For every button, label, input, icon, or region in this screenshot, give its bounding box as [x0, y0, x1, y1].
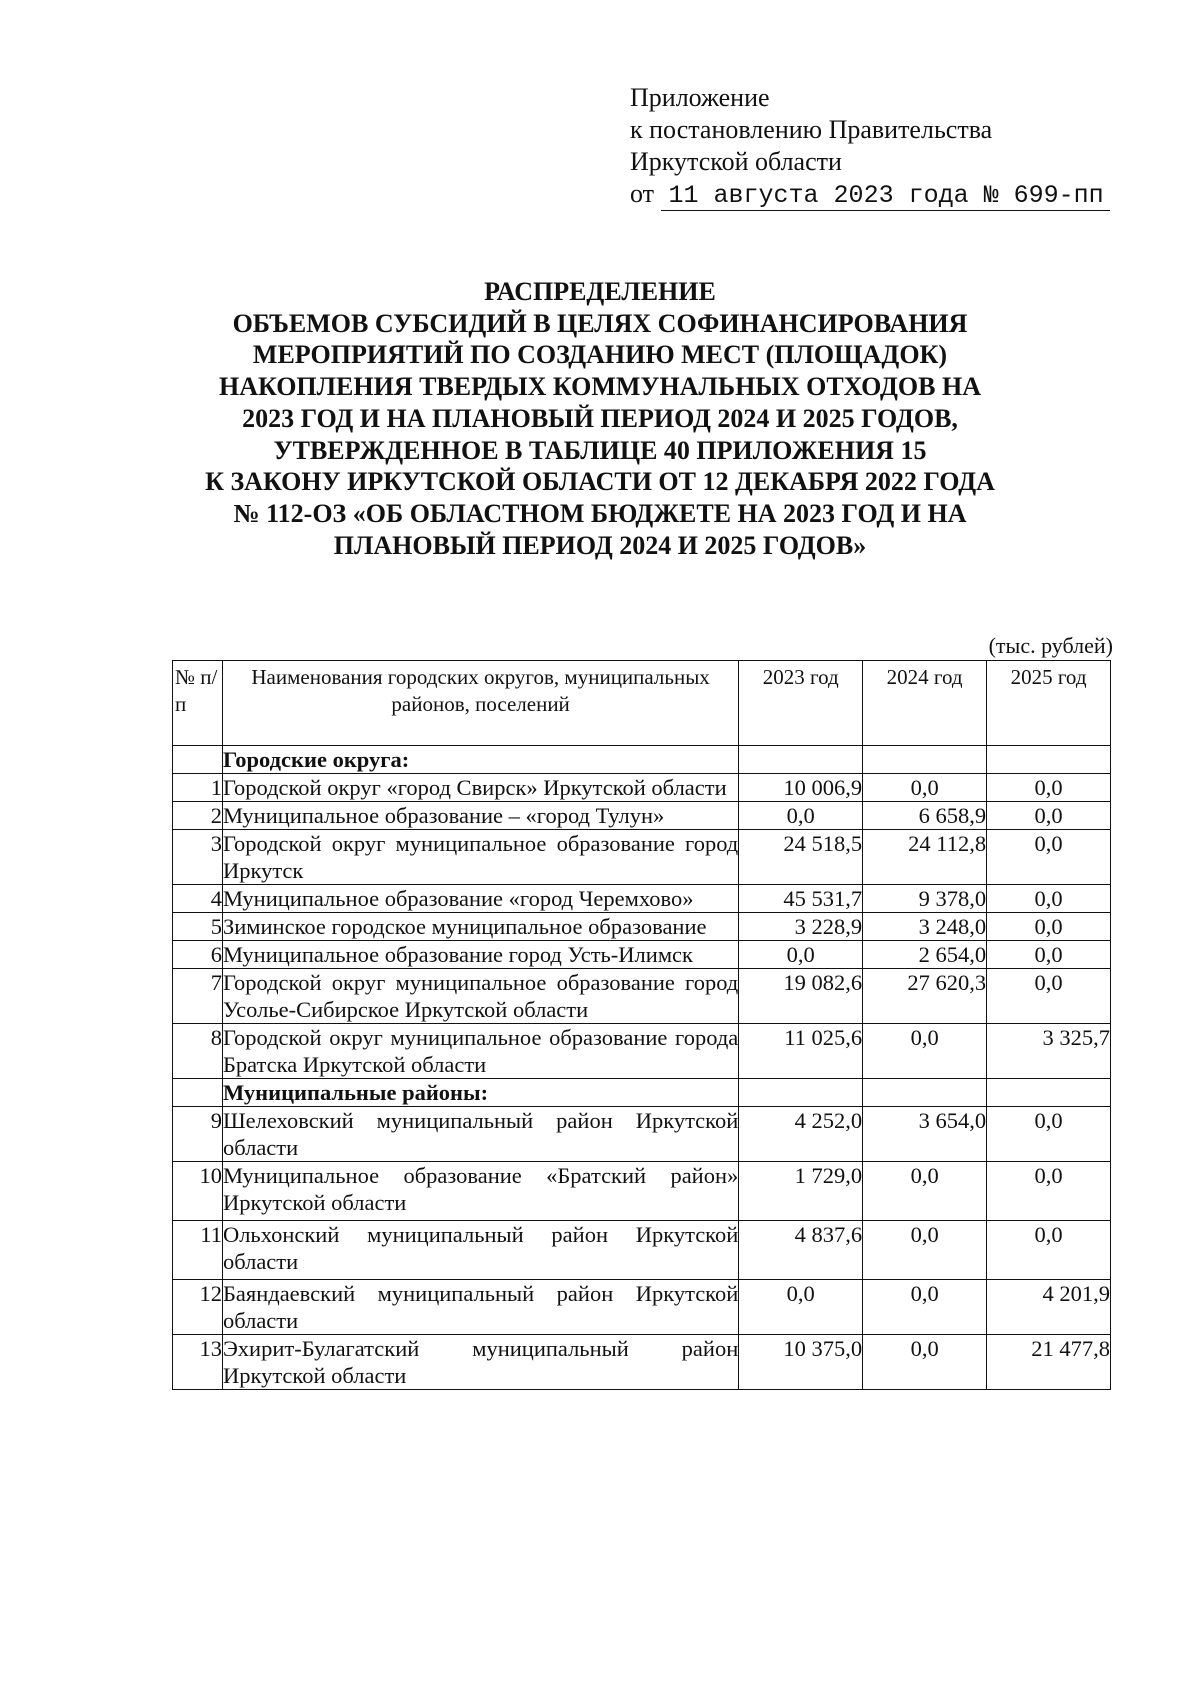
row-value-2025: 0,0: [987, 969, 1111, 1024]
header-2025: 2025 год: [987, 661, 1111, 746]
section-row: [173, 746, 1111, 774]
row-value-2023: 4 252,0: [739, 1107, 863, 1162]
row-value-2025: 3 325,7: [987, 1024, 1111, 1079]
row-name: Муниципальное образование город Усть-Илимск: [222, 941, 738, 969]
row-value-2024: 6 658,9: [863, 802, 987, 830]
appendix-line-4: [630, 178, 1110, 211]
row-value-2024: 0,0: [863, 1221, 987, 1280]
appendix-date-prefix: от: [630, 179, 655, 208]
row-value-2023: 45 531,7: [739, 885, 863, 913]
title-line: МЕРОПРИЯТИЙ ПО СОЗДАНИЮ МЕСТ (ПЛОЩАДОК): [252, 340, 948, 370]
row-value-2024: 0,0: [863, 774, 987, 802]
row-name: Муниципальное образование «город Черемхово»: [222, 885, 738, 913]
row-name: Городской округ «город Свирск» Иркутской области: [222, 774, 738, 802]
row-number: 12: [173, 1280, 223, 1335]
row-value-2025: 0,0: [987, 774, 1111, 802]
row-number: 1: [173, 774, 223, 802]
row-name: Городской округ муниципальное образование город Усолье-Сибирское Иркутской области: [222, 970, 739, 1022]
title-line: К ЗАКОНУ ИРКУТСКОЙ ОБЛАСТИ ОТ 12 ДЕКАБРЯ 2022 ГОДА: [205, 467, 995, 497]
row-value-2023: 0,0: [739, 802, 863, 830]
row-value-2024: 27 620,3: [863, 969, 987, 1024]
section-label-city-districts: Городские округа:: [222, 746, 738, 774]
row-name: Баяндаевский муниципальный район Иркутской области: [222, 1281, 739, 1333]
row-value-2023: 0,0: [739, 1280, 863, 1335]
row-value-2023: 0,0: [739, 941, 863, 969]
header-name: Наименования городских округов, муниципальных районов, поселений: [222, 661, 738, 746]
appendix-line-1: Приложение: [630, 83, 770, 112]
subsidy-table: [172, 660, 1111, 1390]
row-value-2024: 2 654,0: [863, 941, 987, 969]
row-value-2024: 3 248,0: [863, 913, 987, 941]
row-name: Городской округ муниципальное образование города Братска Иркутской области: [222, 1025, 739, 1077]
title-line: УТВЕРЖДЕННОЕ В ТАБЛИЦЕ 40 ПРИЛОЖЕНИЯ 15: [273, 435, 927, 465]
row-value-2025: 0,0: [987, 941, 1111, 969]
row-name: Зиминское городское муниципальное образование: [222, 913, 738, 941]
row-value-2023: 1 729,0: [739, 1162, 863, 1221]
row-value-2025: 0,0: [987, 885, 1111, 913]
unit-label: (тыс. рублей): [988, 633, 1113, 658]
section-row: [173, 1079, 1111, 1107]
row-number: 3: [173, 830, 223, 885]
row-value-2025: 0,0: [987, 1162, 1111, 1221]
table-row: [173, 913, 1111, 941]
title-line: 2023 ГОД И НА ПЛАНОВЫЙ ПЕРИОД 2024 И 2025 ГОДОВ,: [242, 403, 958, 433]
appendix-block: [630, 82, 1110, 211]
row-name: Эхирит-Булагатский муниципальный район Иркутской области: [222, 1336, 739, 1388]
row-name: Муниципальное образование «Братский район» Иркутской области: [222, 1162, 738, 1221]
row-value-2025: 4 201,9: [987, 1280, 1111, 1335]
row-name: Ольхонский муниципальный район Иркутской области: [222, 1221, 738, 1280]
row-value-2025: 0,0: [987, 802, 1111, 830]
header-2023: 2023 год: [739, 661, 863, 746]
row-value-2024: 3 654,0: [863, 1107, 987, 1162]
table-body: [173, 746, 1111, 1390]
row-number: 7: [173, 969, 223, 1024]
row-number: 2: [173, 802, 223, 830]
table-header-row: [173, 661, 1111, 746]
row-number: 10: [173, 1162, 223, 1221]
table-row: [173, 774, 1111, 802]
document-title: [150, 276, 1050, 561]
row-number: 9: [173, 1107, 223, 1162]
appendix-line-2: к постановлению Правительства: [630, 115, 993, 144]
row-value-2025: 0,0: [987, 1221, 1111, 1280]
row-number: 11: [173, 1221, 223, 1280]
row-value-2024: 0,0: [863, 1162, 987, 1221]
row-value-2024: 24 112,8: [863, 830, 987, 885]
row-number: 6: [173, 941, 223, 969]
table-row: [173, 1280, 1111, 1335]
row-value-2023: 11 025,6: [739, 1024, 863, 1079]
row-value-2024: 0,0: [863, 1024, 987, 1079]
table-row: [173, 1162, 1111, 1221]
row-value-2023: 19 082,6: [739, 969, 863, 1024]
row-value-2024: 9 378,0: [863, 885, 987, 913]
table-row: [173, 941, 1111, 969]
row-number: 4: [173, 885, 223, 913]
row-number: 8: [173, 1024, 223, 1079]
row-value-2025: 21 477,8: [987, 1335, 1111, 1390]
row-value-2023: 10 006,9: [739, 774, 863, 802]
row-name: Шелеховский муниципальный район Иркутской области: [222, 1108, 739, 1160]
row-value-2023: 10 375,0: [739, 1335, 863, 1390]
row-value-2025: 0,0: [987, 830, 1111, 885]
title-line: ОБЪЕМОВ СУБСИДИЙ В ЦЕЛЯХ СОФИНАНСИРОВАНИЯ: [232, 308, 968, 338]
table-row: [173, 1107, 1111, 1162]
row-name: Муниципальное образование – «город Тулун»: [222, 802, 738, 830]
table-row: [173, 802, 1111, 830]
table-row: [173, 885, 1111, 913]
table-row: [173, 1024, 1111, 1079]
appendix-line-3: Иркутской области: [630, 147, 842, 176]
title-line: РАСПРЕДЕЛЕНИЕ: [484, 277, 716, 306]
row-value-2023: 4 837,6: [739, 1221, 863, 1280]
table-row: [173, 830, 1111, 885]
header-2024: 2024 год: [863, 661, 987, 746]
section-label-municipal-districts: Муниципальные районы:: [222, 1079, 738, 1107]
appendix-date-number: 11 августа 2023 года № 699-пп: [661, 182, 1110, 211]
row-number: 13: [173, 1335, 223, 1390]
row-value-2025: 0,0: [987, 913, 1111, 941]
row-value-2024: 0,0: [863, 1280, 987, 1335]
table-row: [173, 1221, 1111, 1280]
row-value-2023: 3 228,9: [739, 913, 863, 941]
row-name: Городской округ муниципальное образование город Иркутск: [222, 831, 739, 883]
title-line: НАКОПЛЕНИЯ ТВЕРДЫХ КОММУНАЛЬНЫХ ОТХОДОВ НА: [219, 372, 981, 402]
table-row: [173, 1335, 1111, 1390]
title-line: № 112-ОЗ «ОБ ОБЛАСТНОМ БЮДЖЕТЕ НА 2023 ГОД И НА: [233, 498, 967, 528]
header-number: № п/п: [173, 661, 223, 746]
row-value-2025: 0,0: [987, 1107, 1111, 1162]
row-value-2023: 24 518,5: [739, 830, 863, 885]
table-row: [173, 969, 1111, 1024]
title-line: ПЛАНОВЫЙ ПЕРИОД 2024 И 2025 ГОДОВ»: [333, 530, 867, 560]
row-value-2024: 0,0: [863, 1335, 987, 1390]
row-number: 5: [173, 913, 223, 941]
